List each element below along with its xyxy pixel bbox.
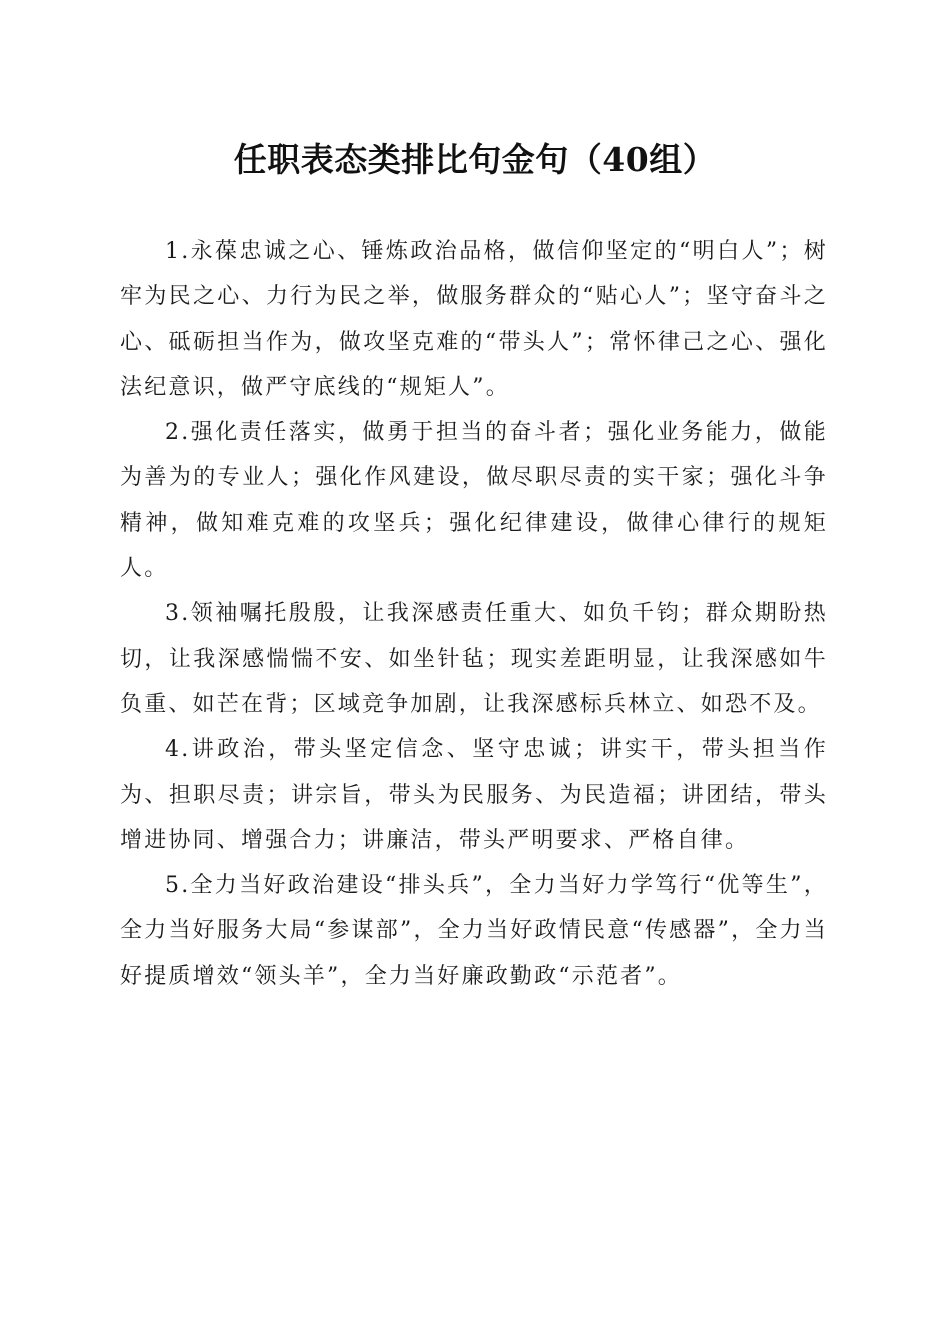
paragraph-1: 1.永葆忠诚之心、锤炼政治品格，做信仰坚定的“明白人”；树牢为民之心、力行为民之举，做服务群众的“贴心人”；坚守奋斗之心、砥砺担当作为，做攻坚克难的“带头人”；常怀律己之心、强化法纪意识，做严守底线的“规矩人”。 <box>120 239 828 400</box>
paragraph-3: 3.领袖嘱托殷殷，让我深感责任重大、如负千钧；群众期盼热切，让我深感惴惴不安、如坐针毡；现实差距明显，让我深感如牛负重、如芒在背；区域竞争加剧，让我深感标兵林立、如恐不及。 <box>120 601 828 717</box>
paragraph-4: 4.讲政治，带头坚定信念、坚守忠诚；讲实干，带头担当作为、担职尽责；讲宗旨，带头为民服务、为民造福；讲团结，带头增进协同、增强合力；讲廉洁，带头严明要求、严格自律。 <box>120 737 828 853</box>
paragraph-2: 2.强化责任落实，做勇于担当的奋斗者；强化业务能力，做能为善为的专业人；强化作风建设，做尽职尽责的实干家；强化斗争精神，做知难克难的攻坚兵；强化纪律建设，做律心律行的规矩人。 <box>120 420 828 582</box>
document-title: 任职表态类排比句金句（40组） <box>233 140 717 179</box>
document-body <box>120 229 828 999</box>
paragraph-5: 5.全力当好政治建设“排头兵”，全力当好力学笃行“优等生”，全力当好服务大局“参谋部”，全力当好政情民意“传感器”，全力当好提质增效“领头羊”，全力当好廉政勤政“示范者”。 <box>120 873 828 989</box>
